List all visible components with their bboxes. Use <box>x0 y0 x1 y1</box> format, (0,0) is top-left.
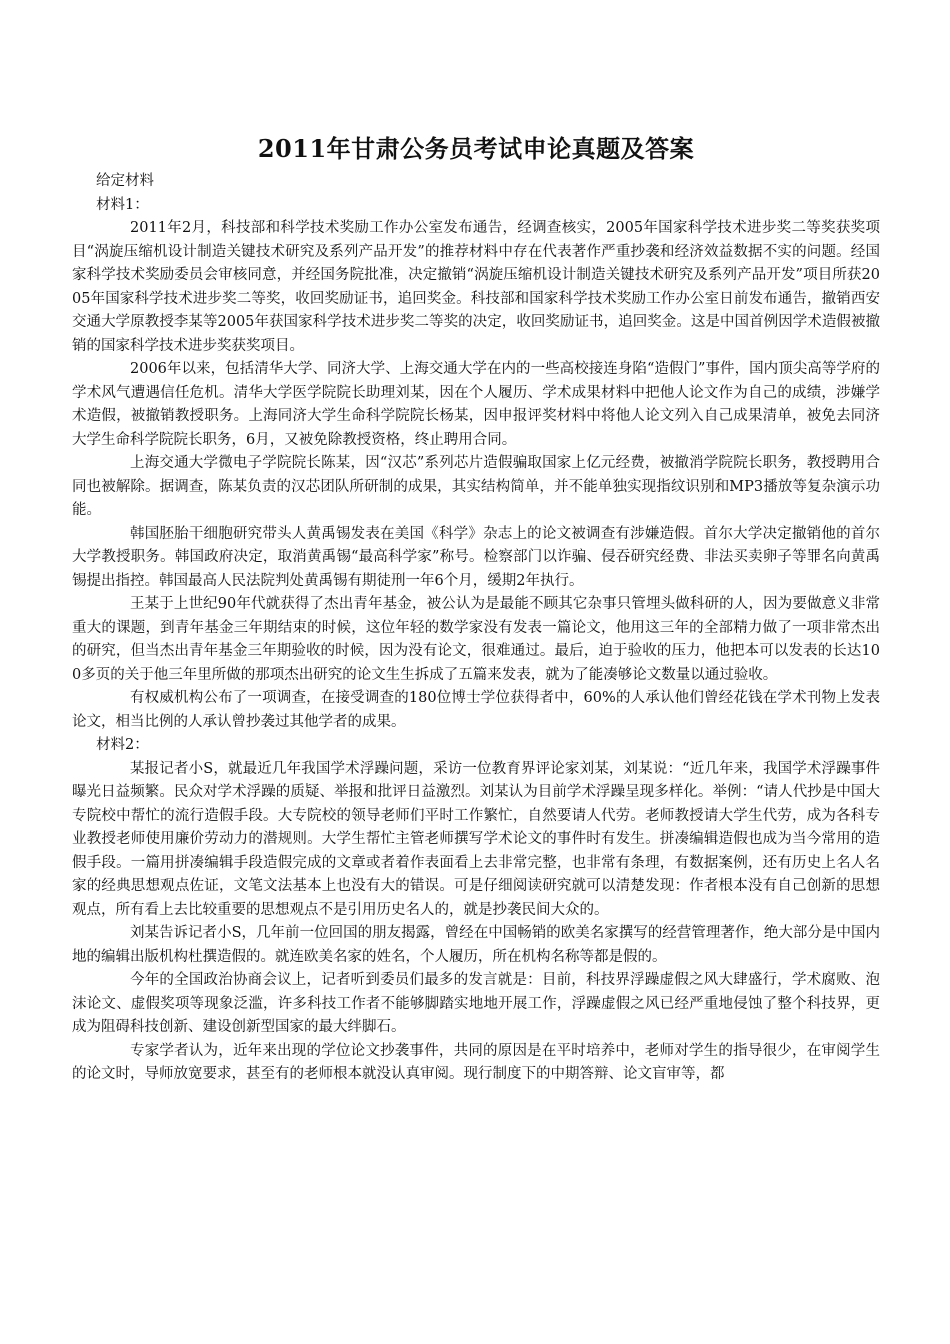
material-2-paragraph-3: 今年的全国政治协商会议上，记者听到委员们最多的发言就是：目前，科技界浮躁虚假之风大肆盛行，学术腐败、泡沫论文、虚假奖项等现象泛滥，许多科技工作者不能够脚踏实地地开展工作，浮躁虚假之风已经严重地侵蚀了整个科技界，更成为阻碍科技创新、建设创新型国家的最大绊脚石。 <box>72 972 880 1035</box>
material-2-paragraph-2: 刘某告诉记者小S，几年前一位回国的朋友揭露，曾经在中国畅销的欧美名家撰写的经营管理著作，绝大部分是中国内地的编辑出版机构杜撰造假的。就连欧美名家的姓名，个人履历，所在机构名称等都是假的。 <box>72 925 880 965</box>
material-1-paragraph-4: 韩国胚胎干细胞研究带头人黄禹锡发表在美国《科学》杂志上的论文被调查有涉嫌造假。首尔大学决定撤销他的首尔大学教授职务。韩国政府决定，取消黄禹锡“最高科学家”称号。检察部门以诈骗、侵吞研究经费、非法买卖卵子等罪名向黄禹锡提出指控。韩国最高人民法院判处黄禹锡有期徒刑一年6个月，缓期2年执行。 <box>72 525 880 589</box>
material-2-paragraph-4: 专家学者认为，近年来出现的学位论文抄袭事件，共同的原因是在平时培养中，老师对学生的指导很少，在审阅学生的论文时，导师放宽要求，甚至有的老师根本就没认真审阅。现行制度下的中期答辩、论文盲审等，都 <box>72 1042 880 1082</box>
material-1-paragraph-5: 王某于上世纪90年代就获得了杰出青年基金，被公认为是最能不顾其它杂事只管埋头做科研的人，因为要做意义非常重大的课题，到青年基金三年期结束的时候，这位年轻的数学家没有发表一篇论文，他用这三年的全部精力做了一项非常杰出的研究，但当杰出青年基金三年期验收的时候，因为没有论文，很难通过。最后，迫于验收的压力，他把本可以发表的长达100多页的关于他三年里所做的那项杰出研究的论文生生拆成了五篇来发表，就为了能凑够论文数量以通过验收。 <box>72 596 880 683</box>
document-page <box>72 0 880 1087</box>
material-1-label: 材料1： <box>96 196 149 213</box>
material-1-paragraph-1: 2011年2月，科技部和科学技术奖励工作办公室发布通告，经调查核实，2005年国家科学技术进步奖二等奖获奖项目“涡旋压缩机设计制造关键技术研究及系列产品开发”的推荐材料中存在代表著作严重抄袭和经济效益数据不实的问题。经国家科学技术奖励委员会审核同意，并经国务院批准，决定撤销“涡旋压缩机设计制造关键技术研究及系列产品开发”项目所获2005年国家科学技术进步奖二等奖，收回奖励证书，追回奖金。科技部和国家科学技术奖励工作办公室日前发布通告，撤销西安交通大学原教授李某等2005年获国家科学技术进步奖二等奖的决定，收回奖励证书，追回奖金。这是中国首例因学术造假被撤销的国家科学技术进步奖获奖项目。 <box>72 220 880 354</box>
material-1-paragraph-6: 有权威机构公布了一项调查，在接受调查的180位博士学位获得者中，60%的人承认他们曾经花钱在学术刊物上发表论文，相当比例的人承认曾抄袭过其他学者的成果。 <box>72 690 880 730</box>
material-2-paragraph-1: 某报记者小S，就最近几年我国学术浮躁问题，采访一位教育界评论家刘某，刘某说：“近几年来，我国学术浮躁事件曝光日益频繁。民众对学术浮躁的质疑、举报和批评日益激烈。刘某认为目前学术浮躁呈现多样化。举例：“请人代抄是中国大专院校中帮忙的流行造假手段。大专院校的领导老师们平时工作繁忙，自然要请人代劳。老师教授请大学生代劳，成为各科专业教授老师使用廉价劳动力的潜规则。大学生帮忙主管老师撰写学术论文的事件时有发生。拼凑编辑造假也成为当今常用的造假手段。一篇用拼凑编辑手段造假完成的文章或者着作表面看上去非常完整，也非常有条理，有数据案例，还有历史上名人名家的经典思想观点佐证，文笔文法基本上也没有大的错误。可是仔细阅读研究就可以清楚发现：作者根本没有自己创新的思想观点，所有看上去比较重要的思想观点不是引用历史名人的，就是抄袭民间大众的。 <box>72 760 880 918</box>
section-label: 给定材料 <box>96 173 154 189</box>
material-1-paragraph-3: 上海交通大学微电子学院院长陈某，因“汉芯”系列芯片造假骗取国家上亿元经费，被撤消学院院长职务，教授聘用合同也被解除。据调查，陈某负责的汉芯团队所研制的成果，其实结构简单，并不能单独实现指纹识别和MP3播放等复杂演示功能。 <box>72 455 880 518</box>
material-1-paragraph-2: 2006年以来，包括清华大学、同济大学、上海交通大学在内的一些高校接连身陷“造假门”事件，国内顶尖高等学府的学术风气遭遇信任危机。清华大学医学院院长助理刘某，因在个人履历、学术成果材料中把他人论文作为自己的成绩，涉嫌学术造假，被撤销教授职务。上海同济大学生命科学院院长杨某，因申报评奖材料中将他人论文列入自己成果清单，被免去同济大学生命科学院院长职务，6月，又被免除教授资格，终止聘用合同。 <box>72 361 880 448</box>
document-title: 2011年甘肃公务员考试申论真题及答案 <box>257 134 695 163</box>
material-2-label: 材料2： <box>96 737 149 753</box>
